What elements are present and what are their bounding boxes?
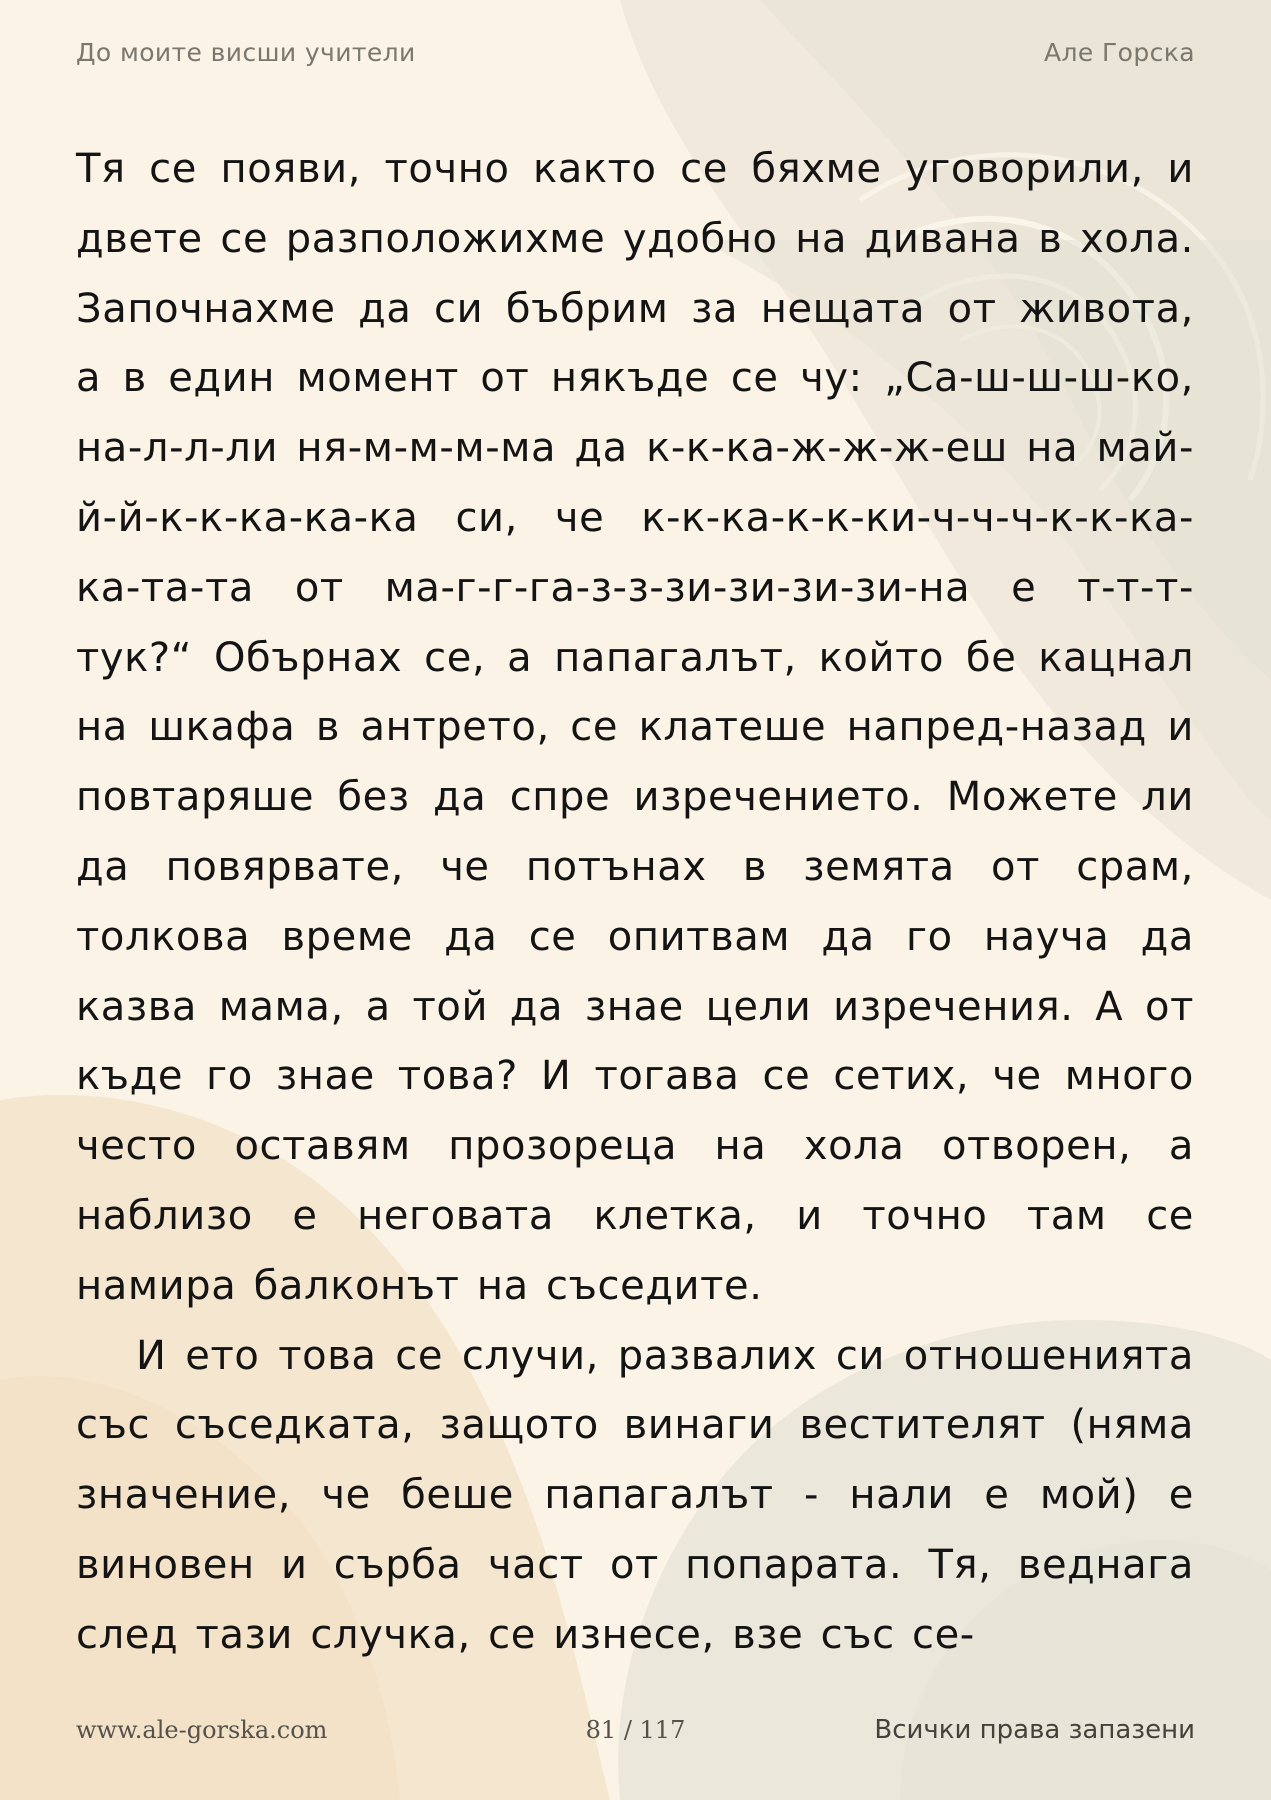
copyright-notice: Всички права запазени (874, 1715, 1195, 1745)
page-number: 81 / 117 (585, 1716, 686, 1744)
paragraph: И ето това се случи, развалих си отношенията със съседката, защото винаги вестителят (няма значение, че беше папагалът - нали е мой) е виновен и сърба част от попарата. Тя, веднага след тази случка, се изнесе, взе със се- (76, 1332, 1194, 1658)
website-link[interactable]: www.ale-gorska.com (76, 1716, 328, 1744)
page-footer (76, 1712, 1195, 1748)
author-name: Але Горска (1044, 37, 1195, 67)
book-title: До моите висши учители (76, 37, 416, 67)
page-header (76, 36, 1195, 68)
paragraph: Тя се появи, точно както се бяхме уговорили, и двете се разположихме удобно на дивана в хола. Започнахме да си бъбрим за нещата от живота, а в един момент от някъде се чу: „Са-ш-ш-ш-ко, на-л-л-ли ня-м-м-м-ма да к-к-ка-ж-ж-ж-еш на май-й-й-к-к-ка-ка-ка си, че к-к-ка-к-к-ки-ч-ч-ч-к-к-ка-ка-та-та от ма-г-г-га-з-з-зи-зи-зи-зи-на е т-т-т-тук?“ Обърнах се, а папагалът, който бе кацнал на шкафа в антрето, се клатеше напред-назад и повтаряше без да спре изречението. Можете ли да повярвате, че потънах в земята от срам, толкова време да се опитвам да го науча да казва мама, а той да знае цели изречения. А от къде го знае това? И тогава се сетих, че много често оставям прозореца на хола отворен, а наблизо е неговата клетка, и точно там се намира балконът на съседите. (76, 146, 1194, 1309)
page-body (76, 135, 1194, 1671)
